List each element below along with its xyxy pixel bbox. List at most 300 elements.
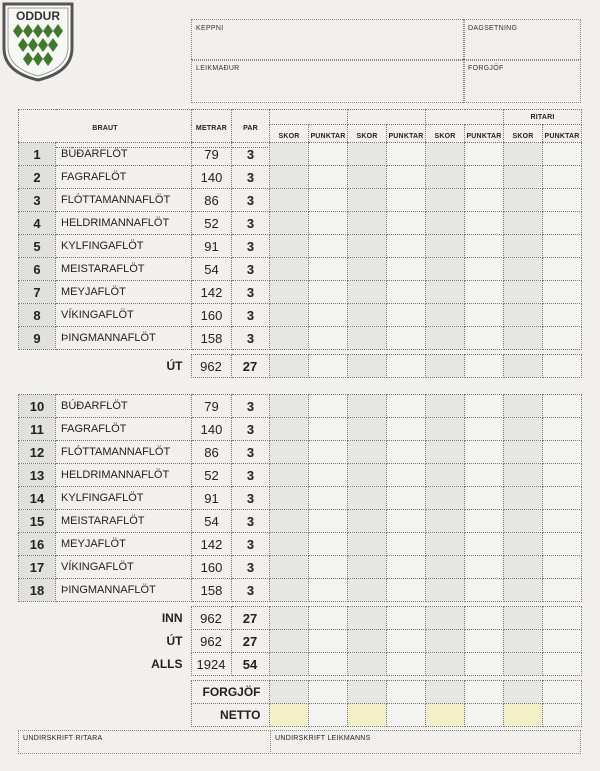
score-cell[interactable] xyxy=(504,281,543,304)
hole-name: BÚÐARFLÖT xyxy=(56,143,192,166)
points-cell[interactable] xyxy=(465,510,504,533)
score-cell[interactable] xyxy=(426,258,465,281)
score-cell[interactable] xyxy=(425,607,464,630)
club-logo xyxy=(0,0,76,82)
total-label: ALLS xyxy=(151,657,183,671)
score-cell[interactable] xyxy=(426,212,465,235)
score-cell[interactable] xyxy=(504,487,543,510)
points-cell[interactable] xyxy=(465,258,504,281)
score-cell[interactable] xyxy=(348,533,387,556)
points-cell[interactable] xyxy=(309,418,348,441)
points-cell[interactable] xyxy=(387,212,426,235)
ut-meters: 962 xyxy=(191,355,231,378)
hole-row xyxy=(19,143,582,166)
points-cell[interactable] xyxy=(465,281,504,304)
hole-number: 18 xyxy=(19,579,56,602)
points-cell[interactable] xyxy=(309,579,348,602)
hole-row xyxy=(19,418,582,441)
hole-row xyxy=(19,212,582,235)
points-cell[interactable] xyxy=(543,418,582,441)
total-row xyxy=(18,630,581,653)
points-cell[interactable] xyxy=(309,235,348,258)
score-cell[interactable] xyxy=(426,235,465,258)
points-cell[interactable] xyxy=(543,235,582,258)
hole-meters: 91 xyxy=(192,487,232,510)
points-cell[interactable] xyxy=(308,630,347,653)
points-cell[interactable] xyxy=(543,281,582,304)
hole-number: 15 xyxy=(19,510,56,533)
ritari-header: RITARI xyxy=(504,110,582,125)
points-cell[interactable] xyxy=(309,143,348,166)
score-cell[interactable] xyxy=(269,681,308,704)
points-cell[interactable] xyxy=(465,464,504,487)
punktar-header: PUNKTAR xyxy=(543,125,582,148)
score-cell[interactable] xyxy=(270,189,309,212)
score-cell[interactable] xyxy=(348,166,387,189)
hole-par: 3 xyxy=(232,212,270,235)
hole-row xyxy=(19,579,582,602)
points-cell[interactable] xyxy=(387,327,426,350)
metrar-header: METRAR xyxy=(192,110,232,148)
points-cell[interactable] xyxy=(465,441,504,464)
score-cell[interactable] xyxy=(270,235,309,258)
score-cell[interactable] xyxy=(426,304,465,327)
total-meters: 962 xyxy=(191,630,231,653)
points-cell[interactable] xyxy=(543,464,582,487)
score-cell[interactable] xyxy=(270,327,309,350)
points-cell[interactable] xyxy=(387,258,426,281)
score-cell[interactable] xyxy=(348,212,387,235)
points-cell[interactable] xyxy=(543,510,582,533)
hole-name: HELDRIMANNAFLÖT xyxy=(56,212,192,235)
points-cell[interactable] xyxy=(542,681,581,704)
ut-front-table xyxy=(18,354,582,378)
score-cell[interactable] xyxy=(270,258,309,281)
hole-name: FAGRAFLÖT xyxy=(56,166,192,189)
skor-header: SKOR xyxy=(348,125,387,148)
score-cell[interactable] xyxy=(504,189,543,212)
total-meters: 962 xyxy=(191,607,231,630)
score-cell[interactable] xyxy=(269,607,308,630)
score-cell[interactable] xyxy=(503,653,542,676)
score-cell[interactable] xyxy=(270,579,309,602)
score-cell[interactable] xyxy=(503,607,542,630)
points-cell[interactable] xyxy=(542,704,581,727)
hole-par: 3 xyxy=(232,487,270,510)
score-cell[interactable] xyxy=(348,304,387,327)
points-cell[interactable] xyxy=(386,681,425,704)
score-cell[interactable] xyxy=(270,441,309,464)
points-cell[interactable] xyxy=(464,630,503,653)
points-cell[interactable] xyxy=(465,166,504,189)
hole-name: FAGRAFLÖT xyxy=(56,418,192,441)
hole-meters: 52 xyxy=(192,464,232,487)
points-cell[interactable] xyxy=(465,304,504,327)
score-cell[interactable] xyxy=(504,556,543,579)
points-cell[interactable] xyxy=(387,510,426,533)
hole-number: 7 xyxy=(19,281,56,304)
player2-header xyxy=(348,110,426,125)
hole-name: ÞINGMANNAFLÖT xyxy=(56,579,192,602)
points-cell[interactable] xyxy=(542,653,581,676)
hole-name: KYLFINGAFLÖT xyxy=(56,487,192,510)
score-cell[interactable] xyxy=(347,653,386,676)
score-cell[interactable] xyxy=(426,464,465,487)
hole-number: 2 xyxy=(19,166,56,189)
points-cell[interactable] xyxy=(543,487,582,510)
hole-row xyxy=(19,281,582,304)
points-cell[interactable] xyxy=(387,464,426,487)
leikmadur-signature-label: UNDIRSKRIFT LEIKMANNS xyxy=(275,735,371,742)
score-cell[interactable] xyxy=(426,143,465,166)
score-cell[interactable] xyxy=(426,327,465,350)
score-cell[interactable] xyxy=(269,355,308,378)
points-cell[interactable] xyxy=(464,681,503,704)
leikmadur-signature-field[interactable] xyxy=(270,730,581,754)
score-cell[interactable] xyxy=(269,653,308,676)
points-cell[interactable] xyxy=(465,533,504,556)
score-cell[interactable] xyxy=(348,556,387,579)
hole-number: 1 xyxy=(19,143,56,166)
score-cell[interactable] xyxy=(348,510,387,533)
keppni-field[interactable] xyxy=(191,19,465,61)
hole-row xyxy=(19,304,582,327)
points-cell[interactable] xyxy=(309,327,348,350)
points-cell[interactable] xyxy=(308,355,347,378)
points-cell[interactable] xyxy=(387,235,426,258)
points-cell[interactable] xyxy=(542,355,581,378)
score-cell[interactable] xyxy=(426,441,465,464)
points-cell[interactable] xyxy=(465,143,504,166)
forgjof-row-label: FORGJÖF xyxy=(191,681,269,704)
score-cell[interactable] xyxy=(347,607,386,630)
hole-par: 3 xyxy=(232,189,270,212)
hole-meters: 91 xyxy=(192,235,232,258)
points-cell[interactable] xyxy=(309,395,348,418)
totals-table xyxy=(18,606,582,676)
score-cell[interactable] xyxy=(504,235,543,258)
score-cell[interactable] xyxy=(425,355,464,378)
points-cell[interactable] xyxy=(308,681,347,704)
hole-name: HELDRIMANNAFLÖT xyxy=(56,464,192,487)
hole-row xyxy=(19,189,582,212)
hole-number: 17 xyxy=(19,556,56,579)
hole-number: 10 xyxy=(19,395,56,418)
points-cell[interactable] xyxy=(387,166,426,189)
player3-header xyxy=(426,110,504,125)
points-cell[interactable] xyxy=(308,704,347,727)
total-meters: 1924 xyxy=(191,653,231,676)
points-cell[interactable] xyxy=(309,304,348,327)
braut-header: BRAUT xyxy=(19,110,192,148)
score-cell[interactable] xyxy=(426,166,465,189)
hole-row xyxy=(19,441,582,464)
score-cell[interactable] xyxy=(347,630,386,653)
score-cell[interactable] xyxy=(426,418,465,441)
points-cell[interactable] xyxy=(309,464,348,487)
points-cell[interactable] xyxy=(308,607,347,630)
score-cell[interactable] xyxy=(348,418,387,441)
score-cell[interactable] xyxy=(270,304,309,327)
hole-par: 3 xyxy=(232,235,270,258)
score-cell[interactable] xyxy=(270,556,309,579)
score-cell[interactable] xyxy=(503,355,542,378)
score-cell[interactable] xyxy=(503,681,542,704)
hole-par: 3 xyxy=(232,258,270,281)
points-cell[interactable] xyxy=(465,395,504,418)
points-cell[interactable] xyxy=(387,487,426,510)
front-nine-table xyxy=(18,142,582,350)
points-cell[interactable] xyxy=(543,395,582,418)
points-cell[interactable] xyxy=(386,607,425,630)
leikmadur-field[interactable] xyxy=(191,59,465,103)
points-cell[interactable] xyxy=(386,704,425,727)
score-cell[interactable] xyxy=(426,533,465,556)
points-cell[interactable] xyxy=(465,487,504,510)
score-cell[interactable] xyxy=(504,510,543,533)
hole-par: 3 xyxy=(232,556,270,579)
points-cell[interactable] xyxy=(387,281,426,304)
score-cell[interactable] xyxy=(348,258,387,281)
score-cell[interactable] xyxy=(348,487,387,510)
score-cell[interactable] xyxy=(504,579,543,602)
score-cell[interactable] xyxy=(503,630,542,653)
points-cell[interactable] xyxy=(543,189,582,212)
points-cell[interactable] xyxy=(309,556,348,579)
points-cell[interactable] xyxy=(308,653,347,676)
points-cell[interactable] xyxy=(543,212,582,235)
score-cell[interactable] xyxy=(504,212,543,235)
points-cell[interactable] xyxy=(387,143,426,166)
score-cell[interactable] xyxy=(348,579,387,602)
points-cell[interactable] xyxy=(387,395,426,418)
points-cell[interactable] xyxy=(464,704,503,727)
hole-number: 11 xyxy=(19,418,56,441)
points-cell[interactable] xyxy=(309,533,348,556)
ut-par: 27 xyxy=(231,355,269,378)
points-cell[interactable] xyxy=(309,510,348,533)
score-cell[interactable] xyxy=(504,418,543,441)
player1-header xyxy=(270,110,348,125)
dagsetning-field[interactable] xyxy=(463,19,581,61)
points-cell[interactable] xyxy=(465,189,504,212)
points-cell[interactable] xyxy=(309,487,348,510)
points-cell[interactable] xyxy=(386,653,425,676)
points-cell[interactable] xyxy=(542,630,581,653)
score-cell[interactable] xyxy=(348,143,387,166)
forgjof-field[interactable] xyxy=(463,59,581,103)
score-cell[interactable] xyxy=(504,304,543,327)
hole-meters: 52 xyxy=(192,212,232,235)
total-row xyxy=(18,607,581,630)
hole-row xyxy=(19,258,582,281)
points-cell[interactable] xyxy=(465,327,504,350)
hole-number: 6 xyxy=(19,258,56,281)
logo-text: ODDUR xyxy=(16,9,60,23)
total-label: INN xyxy=(161,611,183,625)
points-cell[interactable] xyxy=(309,258,348,281)
hole-par: 3 xyxy=(232,441,270,464)
hole-meters: 140 xyxy=(192,418,232,441)
score-cell[interactable] xyxy=(504,327,543,350)
score-cell[interactable] xyxy=(504,464,543,487)
points-cell[interactable] xyxy=(543,556,582,579)
keppni-label: KEPPNI xyxy=(196,25,224,32)
hole-name: KYLFINGAFLÖT xyxy=(56,235,192,258)
points-cell[interactable] xyxy=(542,607,581,630)
hole-row xyxy=(19,556,582,579)
points-cell[interactable] xyxy=(309,212,348,235)
hole-par: 3 xyxy=(232,579,270,602)
score-cell[interactable] xyxy=(270,487,309,510)
hole-name: FLÓTTAMANNAFLÖT xyxy=(56,441,192,464)
score-cell[interactable] xyxy=(270,143,309,166)
total-par: 54 xyxy=(231,653,269,676)
hole-par: 3 xyxy=(232,327,270,350)
hole-meters: 160 xyxy=(192,304,232,327)
hole-meters: 142 xyxy=(192,281,232,304)
score-cell[interactable] xyxy=(504,441,543,464)
points-cell[interactable] xyxy=(309,166,348,189)
points-cell[interactable] xyxy=(543,143,582,166)
netto-cell[interactable] xyxy=(347,704,386,727)
points-cell[interactable] xyxy=(309,189,348,212)
score-cell[interactable] xyxy=(347,355,386,378)
hole-row xyxy=(19,395,582,418)
points-cell[interactable] xyxy=(386,355,425,378)
score-cell[interactable] xyxy=(270,418,309,441)
hole-par: 3 xyxy=(232,533,270,556)
score-cell[interactable] xyxy=(348,281,387,304)
hole-name: ÞINGMANNAFLÖT xyxy=(56,327,192,350)
hole-row xyxy=(19,464,582,487)
dagsetning-label: DAGSETNING xyxy=(468,25,518,32)
points-cell[interactable] xyxy=(387,579,426,602)
points-cell[interactable] xyxy=(387,556,426,579)
score-cell[interactable] xyxy=(347,681,386,704)
netto-row-label: NETTO xyxy=(191,704,269,727)
score-cell[interactable] xyxy=(348,395,387,418)
points-cell[interactable] xyxy=(464,355,503,378)
points-cell[interactable] xyxy=(464,653,503,676)
score-cell[interactable] xyxy=(426,281,465,304)
points-cell[interactable] xyxy=(543,533,582,556)
score-cell[interactable] xyxy=(270,395,309,418)
score-cell[interactable] xyxy=(504,533,543,556)
score-cell[interactable] xyxy=(426,395,465,418)
points-cell[interactable] xyxy=(309,281,348,304)
points-cell[interactable] xyxy=(543,166,582,189)
points-cell[interactable] xyxy=(464,607,503,630)
score-cell[interactable] xyxy=(426,579,465,602)
points-cell[interactable] xyxy=(543,327,582,350)
punktar-header: PUNKTAR xyxy=(465,125,504,148)
score-cell[interactable] xyxy=(504,143,543,166)
hole-row xyxy=(19,166,582,189)
ritari-signature-field[interactable] xyxy=(18,730,271,754)
hole-row xyxy=(19,487,582,510)
score-cell[interactable] xyxy=(504,166,543,189)
par-header: PAR xyxy=(232,110,270,148)
hole-meters: 142 xyxy=(192,533,232,556)
score-cell[interactable] xyxy=(426,189,465,212)
hole-meters: 158 xyxy=(192,579,232,602)
points-cell[interactable] xyxy=(387,418,426,441)
score-cell[interactable] xyxy=(504,395,543,418)
score-cell[interactable] xyxy=(425,653,464,676)
skor-header: SKOR xyxy=(270,125,309,148)
hole-meters: 54 xyxy=(192,510,232,533)
score-cell[interactable] xyxy=(270,533,309,556)
points-cell[interactable] xyxy=(543,579,582,602)
points-cell[interactable] xyxy=(309,441,348,464)
score-cell[interactable] xyxy=(426,556,465,579)
points-cell[interactable] xyxy=(386,630,425,653)
hole-meters: 158 xyxy=(192,327,232,350)
score-cell[interactable] xyxy=(270,510,309,533)
points-cell[interactable] xyxy=(387,189,426,212)
score-cell[interactable] xyxy=(348,235,387,258)
total-par: 27 xyxy=(231,607,269,630)
hole-number: 16 xyxy=(19,533,56,556)
score-cell[interactable] xyxy=(348,441,387,464)
points-cell[interactable] xyxy=(387,533,426,556)
points-cell[interactable] xyxy=(465,235,504,258)
total-row xyxy=(18,653,581,676)
netto-cell[interactable] xyxy=(269,704,308,727)
points-cell[interactable] xyxy=(543,304,582,327)
leikmadur-label: LEIKMAÐUR xyxy=(196,65,240,72)
hole-meters: 79 xyxy=(192,395,232,418)
points-cell[interactable] xyxy=(387,304,426,327)
score-cell[interactable] xyxy=(348,327,387,350)
score-cell[interactable] xyxy=(270,281,309,304)
hole-meters: 160 xyxy=(192,556,232,579)
points-cell[interactable] xyxy=(465,579,504,602)
ut-label: ÚT xyxy=(166,359,183,373)
score-cell[interactable] xyxy=(270,212,309,235)
score-cell[interactable] xyxy=(504,258,543,281)
points-cell[interactable] xyxy=(543,441,582,464)
score-cell[interactable] xyxy=(270,464,309,487)
netto-cell[interactable] xyxy=(425,704,464,727)
punktar-header: PUNKTAR xyxy=(387,125,426,148)
score-cell[interactable] xyxy=(270,166,309,189)
hole-par: 3 xyxy=(232,418,270,441)
points-cell[interactable] xyxy=(387,441,426,464)
hole-row xyxy=(19,327,582,350)
score-cell[interactable] xyxy=(269,630,308,653)
hole-name: VÍKINGAFLÖT xyxy=(56,556,192,579)
hole-number: 13 xyxy=(19,464,56,487)
score-cell[interactable] xyxy=(425,630,464,653)
score-cell[interactable] xyxy=(426,510,465,533)
score-cell[interactable] xyxy=(426,487,465,510)
netto-cell[interactable] xyxy=(503,704,542,727)
points-cell[interactable] xyxy=(543,258,582,281)
score-cell[interactable] xyxy=(348,464,387,487)
score-cell[interactable] xyxy=(425,681,464,704)
hole-name: MEISTARAFLÖT xyxy=(56,258,192,281)
points-cell[interactable] xyxy=(465,212,504,235)
hole-name: MEYJAFLÖT xyxy=(56,281,192,304)
total-par: 27 xyxy=(231,630,269,653)
hole-number: 4 xyxy=(19,212,56,235)
hole-name: BÚÐARFLÖT xyxy=(56,395,192,418)
score-cell[interactable] xyxy=(348,189,387,212)
points-cell[interactable] xyxy=(465,556,504,579)
points-cell[interactable] xyxy=(465,418,504,441)
